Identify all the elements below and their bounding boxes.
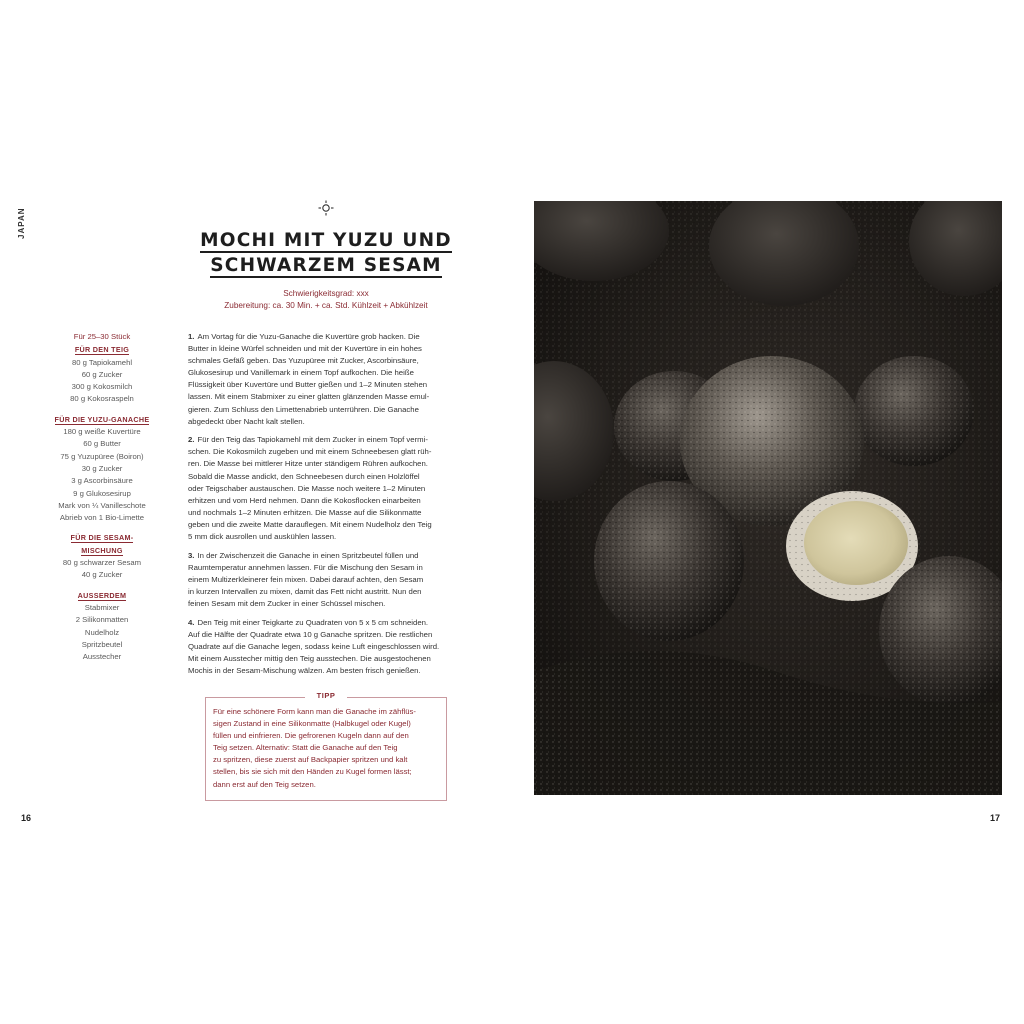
tip-text bbox=[213, 706, 445, 791]
ingredient-item: 80 g schwarzer Sesam bbox=[62, 558, 142, 568]
page-number-right: 17 bbox=[990, 813, 1001, 823]
step-line: Mit einem Ausstecher mittig den Teig ausstechen. Die ausgestochenen bbox=[188, 653, 431, 663]
tip-line: stellen, bis sie sich mit den Händen zu Kugel formen lässt; bbox=[213, 767, 412, 777]
yield-text: Für 25–30 Stück bbox=[73, 332, 131, 341]
ingredient-item: Spritzbeutel bbox=[81, 639, 123, 649]
step-line: schmales Gefäß geben. Das Yuzupüree mit Zucker, Ascorbinsäure, bbox=[188, 356, 419, 366]
ingredient-item: 80 g Kokosraspeln bbox=[70, 394, 134, 404]
group-title: AUSSERDEM bbox=[77, 590, 127, 600]
ingredient-item: 2 Silikonmatten bbox=[75, 615, 129, 625]
ingredient-item: 40 g Zucker bbox=[81, 570, 123, 580]
step-line: Auf die Hälfte der Quadrate etwa 10 g Ganache spritzen. Die restlichen bbox=[188, 629, 433, 639]
ingredient-item: Stabmixer bbox=[84, 602, 120, 612]
step-line: Am Vortag für die Yuzu-Ganache die Kuvertüre grob hacken. Die bbox=[197, 332, 420, 341]
ingredient-group-ganache bbox=[40, 414, 164, 525]
page-number-left: 16 bbox=[21, 813, 32, 823]
step-line: in kurzen Intervallen zu mixen, damit das Fett nicht austritt. Nun den bbox=[188, 586, 422, 596]
tip-line: zu spritzen, diese zuerst auf Backpapier spritzen und kalt bbox=[213, 755, 408, 765]
tip-line: Teig setzen. Alternativ: Statt die Ganache auf den Teig bbox=[213, 743, 398, 753]
ingredients-list bbox=[40, 331, 164, 671]
group-title: FÜR DIE SESAM- bbox=[70, 533, 134, 543]
ingredient-item: 80 g Tapiokamehl bbox=[71, 357, 133, 367]
step-line: Flüssigkeit über Kuvertüre und Butter gießen und 1–2 Minuten stehen bbox=[188, 380, 428, 390]
step-line: Den Teig mit einer Teigkarte zu Quadraten von 5 x 5 cm schneiden. bbox=[197, 617, 429, 627]
step-4 bbox=[188, 617, 476, 677]
title-line-1: MOCHI MIT YUZU UND bbox=[200, 230, 452, 251]
step-line: 5 mm dick ausrollen und auskühlen lassen. bbox=[188, 532, 337, 541]
step-line: Quadrate auf die Ganache legen, sodass keine Luft eingeschlossen wird. bbox=[188, 641, 440, 651]
step-line: Sobald die Masse andickt, den Schneebesen durch einen Holzlöffel bbox=[188, 471, 420, 481]
recipe-meta bbox=[180, 288, 472, 311]
ingredient-item: 60 g Butter bbox=[83, 439, 121, 449]
step-line: feinen Sesam mit dem Zucker in einer Schüssel mischen. bbox=[188, 598, 386, 608]
ingredient-item: 75 g Yuzupüree (Boiron) bbox=[60, 451, 144, 461]
step-line: und nochmals 1–2 Minuten erhitzen. Die Masse auf die Silikonmatte bbox=[188, 507, 422, 517]
step-1 bbox=[188, 331, 476, 428]
group-title: MISCHUNG bbox=[81, 545, 123, 555]
sun-icon bbox=[318, 200, 334, 216]
tip-title: TIPP bbox=[305, 690, 347, 702]
ingredient-item: Ausstecher bbox=[82, 652, 122, 662]
ingredient-item: 180 g weiße Kuvertüre bbox=[63, 427, 141, 437]
group-title: FÜR DEN TEIG bbox=[74, 345, 130, 355]
ingredient-item: Mark von ¼ Vanilleschote bbox=[58, 500, 146, 510]
ingredient-item: 30 g Zucker bbox=[81, 463, 123, 473]
tip-line: füllen und einfrieren. Die gefrorenen Kugeln dann auf den bbox=[213, 731, 409, 741]
ingredient-item: Abrieb von 1 Bio-Limette bbox=[59, 513, 145, 523]
ingredient-item: 300 g Kokosmilch bbox=[71, 382, 133, 392]
step-3 bbox=[188, 550, 476, 610]
ingredient-item: 3 g Ascorbinsäure bbox=[71, 476, 133, 486]
ingredient-group-sesam bbox=[40, 532, 164, 581]
step-number: 3. bbox=[188, 550, 195, 560]
step-line: oder Teigschaber austauschen. Die Masse noch weitere 1–2 Minuten bbox=[188, 483, 426, 493]
step-line: geben und die zweite Matte darauflegen. Mit einem Nudelholz den Teig bbox=[188, 519, 432, 529]
ingredient-item: Nudelholz bbox=[84, 627, 120, 637]
step-line: lassen. Mit einem Stabmixer zu einer glatten glänzenden Masse emul- bbox=[188, 392, 430, 402]
step-number: 2. bbox=[188, 435, 195, 445]
tip-line: sigen Zustand in eine Silikonmatte (Halbkugel oder Kugel) bbox=[213, 719, 411, 729]
step-2 bbox=[188, 434, 476, 543]
ingredient-item: 9 g Glukosesirup bbox=[73, 488, 131, 498]
step-line: Butter in kleine Würfel schneiden und mit der Kuvertüre in ein hohes bbox=[188, 344, 422, 354]
step-line: In der Zwischenzeit die Ganache in einen Spritzbeutel füllen und bbox=[197, 550, 419, 560]
step-line: Raumtemperatur annehmen lassen. Für die Mischung den Sesam in bbox=[188, 562, 423, 572]
ingredient-item: 60 g Zucker bbox=[81, 369, 123, 379]
section-label: JAPAN bbox=[17, 207, 26, 239]
step-line: Für den Teig das Tapiokamehl mit dem Zucker in einem Topf vermi- bbox=[197, 435, 428, 445]
step-line: ren. Die Masse bei mittlerer Hitze unter ständigem Rühren aufkochen. bbox=[188, 459, 428, 469]
ingredient-group-teig bbox=[40, 344, 164, 405]
step-line: einem Multizerkleinerer fein mixen. Dabei darauf achten, den Sesam bbox=[188, 574, 424, 584]
tip-line: dann erst auf den Teig setzen. bbox=[213, 779, 316, 789]
difficulty-text: Schwierigkeitsgrad: xxx bbox=[283, 289, 369, 298]
step-number: 1. bbox=[188, 332, 195, 341]
step-line: gieren. Zum Schluss den Limettenabrieb unterrühren. Die Ganache bbox=[188, 404, 419, 414]
step-line: Mochis in der Sesam-Mischung wälzen. Am besten frisch genießen. bbox=[188, 665, 421, 675]
ingredient-group-ausserdem bbox=[40, 590, 164, 664]
prep-time-text: Zubereitung: ca. 30 Min. + ca. Std. Kühlzeit + Abkühlzeit bbox=[224, 300, 428, 310]
recipe-steps bbox=[188, 331, 476, 684]
step-line: Glukosesirup und Vanillemark in einem Topf aufkochen. Die heiße bbox=[188, 368, 414, 378]
group-title: FÜR DIE YUZU-GANACHE bbox=[54, 414, 150, 424]
step-line: schen. Die Kokosmilch zugeben und mit einem Schneebesen glatt rüh- bbox=[188, 447, 432, 457]
mochi-photo bbox=[534, 201, 1002, 795]
step-line: erhitzen und vom Herd nehmen. Dann die Kokosflocken einarbeiten bbox=[188, 495, 421, 505]
step-number: 4. bbox=[188, 617, 195, 627]
title-line-2: SCHWARZEM SESAM bbox=[210, 255, 442, 276]
tip-line: Für eine schönere Form kann man die Ganache im zähflüs- bbox=[213, 707, 416, 716]
step-line: abgedeckt über Nacht kalt stellen. bbox=[188, 416, 305, 426]
recipe-title bbox=[150, 228, 502, 278]
